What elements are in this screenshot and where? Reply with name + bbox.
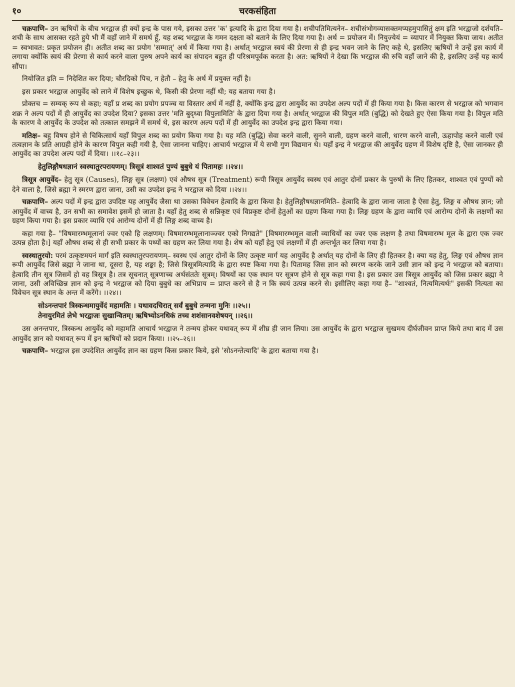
header-rule xyxy=(12,20,503,21)
paragraph xyxy=(12,197,503,225)
verse-line: तेनायुरमितं लेभे भरद्वाजः सुखान्वितम्। ऋषिभ्योऽनधिकं तच्च शशंसानवशेषयन् ।।२६।। xyxy=(38,310,253,320)
paragraph-text: उस अनन्तपार, त्रिस्कन्ध आयुर्वेद को महामति आचार्य भरद्वाज ने तन्मय होकर यथावत् रूप में शीघ्र ही जान लिया। उस आयुर्वेद के द्वारा भरद्वाज सुखमय दीर्घजीवन प्राप्त किये तथा बाद में उस आयुर्वेद ज्ञान को यथावत् रूप में इन ऋषियों को प्रदान किया। ।।२५–२६।। xyxy=(12,324,503,343)
paragraph-label: स्वस्थातुरयो: xyxy=(22,250,54,260)
paragraph-text: भरद्वाज इस उपदेशित आयुर्वेद ज्ञान का ग्रहण किस प्रकार किये, इसे 'सोऽनन्तेत्यादि' के द्वारा बताया गया है। xyxy=(50,346,319,356)
sanskrit-verse xyxy=(12,301,503,320)
paragraph xyxy=(12,175,503,194)
paragraph-text: प्रोक्तच = सम्यक् रूप से कहा; यहाँ प्र शब्द का प्रयोग प्रपञ्च या विस्तार अर्थ में नहीं है, क्योंकि इन्द्र द्वारा आयुर्वेद का उपदेश अल्प पदों में ही किया गया है। किस कारण से भरद्वाज को भगवान शक्र ने अल्प पदों में ही आयुर्वेद का उपदेश दिया? इसका उत्तर 'मति बुद्ध्वा विपुलामिति' के द्वारा दिया गया है। अर्थात् भरद्वाज की विपुल मति (बुद्धि) को देखते हुए ऐसा किया गया है। विपुल मति के कारण वे आयुर्वेद के उपदेश को तत्काल समझने में समर्थ थे, इस कारण अल्प पदों में ही आयुर्वेद का उपदेश इन्द्र द्वारा किया गया। xyxy=(12,99,503,128)
paragraph xyxy=(12,24,503,71)
paragraph-text: इस प्रकार भरद्वाज आयुर्वेद को लाने में विशेष इच्छुक थे, किसी की प्रेरणा नहीं थी; यह बताया गया है। xyxy=(22,86,276,96)
sanskrit-verse xyxy=(12,162,503,172)
verse-line: सोऽनन्तपारं त्रिस्कन्धमायुर्वेदं महामतिः । यथावदचिरात् सर्वं बुबुधे तन्मना मुनिः ।।२५।। xyxy=(38,300,251,310)
paragraph-label: चक्रपाणि– xyxy=(22,346,49,356)
paragraph xyxy=(12,87,503,96)
page-body xyxy=(12,24,503,355)
paragraph xyxy=(12,131,503,159)
paragraph-text: नियोजित इति = निदेशित कर दिया; चौरदिको पिच, न हेतौ – हेतु के अर्थ में प्रयुक्त नहीं है। xyxy=(22,74,251,84)
paragraph xyxy=(12,229,503,248)
paragraph-text: उन ऋषियों के बीच भरद्वाज ही क्यों इन्द्र के पास गये, इसका उत्तर 'क' इत्यादि के द्वारा दिया गया है। शचीपतिमित्यनेन– शचीसंभोगव्यासक्तमप्यहमुपासितुं क्षम इति भरद्वाजो दर्शयति– शची के साथ आसक्त रहते हुये भी मैं वहाँ जाने में समर्थ हूँ, यह शब्द भरद्वाज के गमन दक्षता को बताने के लिए दिया गया है। अर्थ = प्रयोजन में। नियुज्येयं = व्यापार में नियुक्त किया जाय। अतीत = स्वभावत: प्रकृत प्रयोजन ही। अतीत शब्द का प्रयोग 'सम्मात्' अर्थ में किया गया है। अर्थात् भरद्वाज स्वयं की प्रेरणा से ही इन्द्र भवन जाने के लिए कहे थे, इसलिए ऋषियों ने उन्हें इस कार्य में लगाया क्योंकि स्वयं की प्रेरणा से कार्य करने वाला पुरुष अपने कार्य का संपादन बहुत ही परिश्रमपूर्वक करता है। अत: ऋषियों ने देखा कि भरद्वाज की रुचि वहाँ जाने की है, इसलिए उन्हें यह कार्य सौंपा। xyxy=(12,24,503,71)
paragraph-text: हेतु सूत्र (Causes), लिङ्ग सूत्र (लक्षण) एवं औषध सूत्र (Treatment) रूपी त्रिसूत्र आयुर्वेद स्वस्थ एवं आतुर दोनों प्रकार के पुरुषों के लिए हितकर, शाश्वत एवं पुण्यों को देने वाला है, जिसे ब्रह्मा ने स्मरण द्वारा जाना, उसी का उपदेश इन्द्र ने भरद्वाज को दिया ।।२४।। xyxy=(12,175,504,194)
paragraph-text: बहु विषय होने से चिकित्सार्थ यहाँ विपुल शब्द का प्रयोग किया गया है। यह मति (बुद्धि) सेवा करने वाली, सुनने वाली, ग्रहण करने वाली, धारण करने वाली, ऊहापोह करने वाली एवं तत्वज्ञान के प्रति आग्रही होने के कारण विपुल कही गयी है, ऐसा जानना चाहिए। आचार्य भरद्वाज में ये सभी गुण विद्यमान थे। यहाँ इन्द्र ने भरद्वाज की आयुर्वेद ग्रहण में विशेष दृष्टि है, ऐसा जानकर ही आयुर्वेद का उपदेश अल्प पदों में दिया। ।।१८–२३।। xyxy=(12,130,503,159)
verse-line: हेतुलिङ्गौषधज्ञानं स्वस्थातुरपरायणम्। त्रिसूत्रं शाश्वतं पुण्यं बुबुधे यं पितामहः ।।२४।। xyxy=(38,161,244,171)
paragraph-label: मतिक्ष– xyxy=(22,130,41,140)
paragraph xyxy=(12,251,503,298)
paragraph-text: अल्प पदों में इन्द्र द्वारा उपदिष्ट यह आयुर्वेद जैसा था उसका विवेचन हेत्वादि के द्वारा किया है। हेतुलिङ्गौषधज्ञानमिति– हेत्वादि के द्वारा जाना जाता है ऐसा हेतु, लिङ्ग व औषध ज्ञान; जो आयुर्वेद में वाच्य है, उन सभी का समावेश इसमें हो जाता है। यहाँ हेतु शब्द से सन्निकृष्ट एवं विप्रकृष्ट दोनों हेतुओं का ग्रहण किया गया है। लिङ्ग ग्रहण के द्वारा व्याधि एवं आरोग्य दोनों के लक्षणों का ग्रहण किया गया है। इस प्रकार व्याधि एवं आरोग्य दोनों में ही लिङ्ग शब्द वाच्य है। xyxy=(12,197,503,226)
paragraph xyxy=(12,99,503,127)
running-title: चरकसंहिता xyxy=(239,7,276,17)
paragraph xyxy=(12,74,503,83)
page-number: १० xyxy=(12,7,22,17)
paragraph-text: कहा गया है– "विषमारम्भमूलानां ज्वर एको हि लक्षणम्। विषमारम्भमूलानाञ्ज्वर एको निगद्यते" [विषमारम्भमूल वाली व्याधियों का ज्वर एक लक्षण है तथा विषमारम्भ मूल के द्वारा एक ज्वर उत्पन्न होता है।] यहाँ औषध शब्द से ही सभी प्रकार के पथ्यों का ग्रहण कर लिया गया है। शेष को यहाँ हेतु एवं लक्षणों में ही अन्तर्भूत कर लिया गया है। xyxy=(12,228,503,248)
paragraph-label: चक्रपाणि– xyxy=(22,197,49,207)
paragraph xyxy=(12,346,503,355)
page-header xyxy=(12,4,503,18)
paragraph-label: चक्रपाणि– xyxy=(22,24,49,33)
paragraph-text: परमं उत्कृष्टमयनं मार्गं इति स्वस्थातुरपरायणम्– स्वस्थ एवं आतुर दोनों के लिए उत्कृष्ट मार्ग यह आयुर्वेद है अर्थात् यह दोनों के लिए ही हितकर है। क्या यह हेतु, लिङ्ग एवं औषध ज्ञान रूपी आयुर्वेद जिसे ब्रह्मा ने जाना था, दूसरा है, यह शङ्का है; जिसे त्रिसूत्रमित्यादि के द्वारा स्पष्ट किया गया है। पितामह जिस ज्ञान को स्मरण करके जाने उसी ज्ञान को इन्द्र ने भरद्वाज को बताया। हेत्वादि तीन सूत्र जिसमें हो वह त्रिसूत्र है। तत्र सूचनात् सूत्रणाच्च अर्थसंततेः सूत्रम्। विषयों का एक स्थान पर सूत्रण होने से सूत्र कहा गया है। इस प्रकार उस त्रिसूत्र आयुर्वेद को जिस प्रकार ब्रह्मा ने जाना, उसी अविच्छिन्न ज्ञान को इन्द्र ने भरद्वाज को दिया बुबुधे का अभिप्राय = प्राप्त करने से है न कि स्वयं उत्पन्न करने से। इसीलिए कहा गया है– "शाश्वतं, नित्यमित्यर्थः" इसकी नित्यता का विवेचन सूत्र स्थान के अन्त में करेंगे। ।।२४।। xyxy=(12,250,503,298)
paragraph xyxy=(12,324,503,343)
paragraph-label: त्रिसूत्र आयुर्वेद– xyxy=(22,175,62,185)
